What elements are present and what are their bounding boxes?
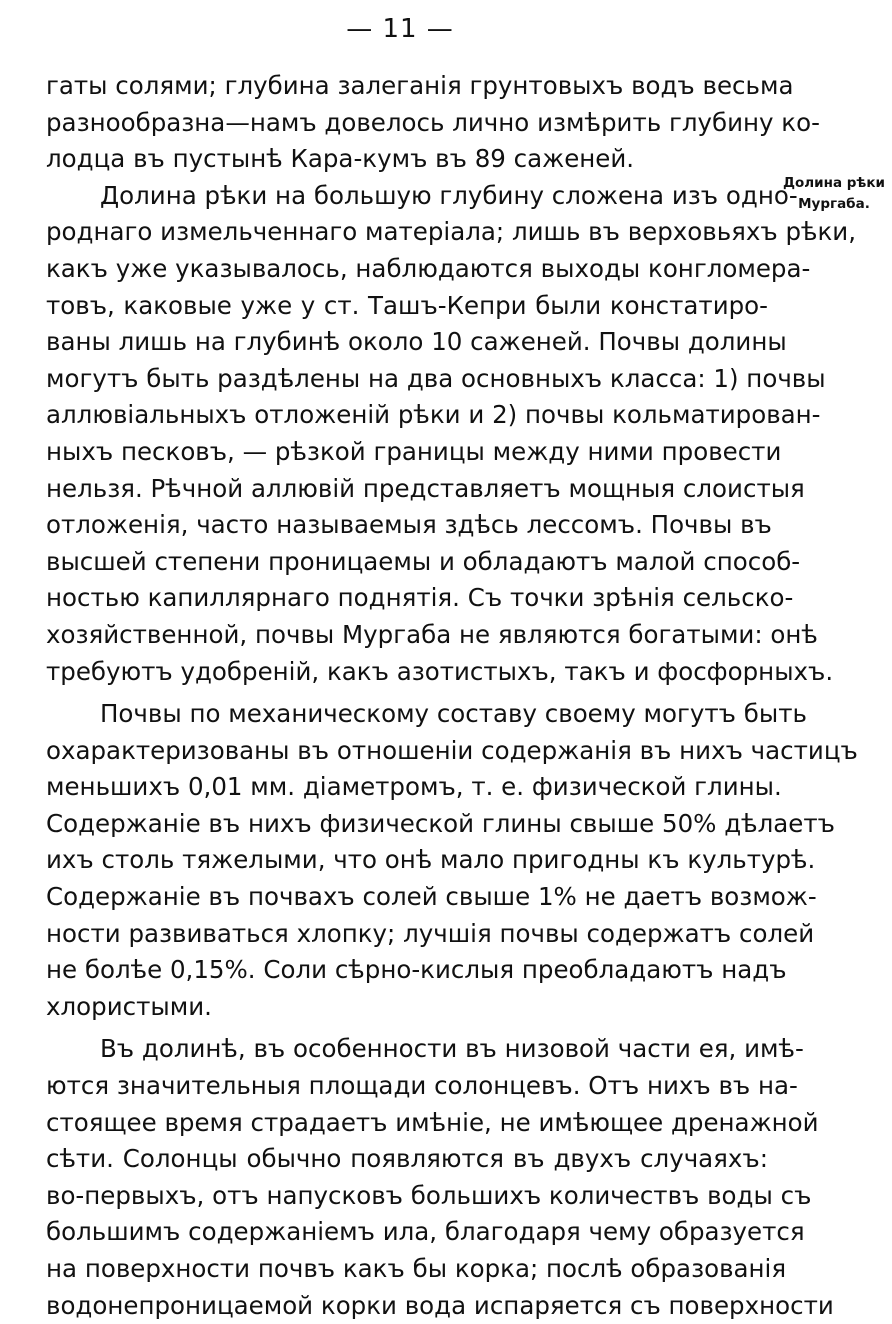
text-line: меньшихъ 0,01 мм. діаметромъ, т. е. физической глины. (46, 772, 782, 802)
text-line: высшей степени проницаемы и обладаютъ малой способ- (46, 546, 801, 576)
text-line: хлористыми. (46, 991, 212, 1021)
text-line: большимъ содержаніемъ ила, благодаря чему образуется (46, 1217, 805, 1247)
text-line: Почвы по механическому составу своему могутъ быть (100, 699, 807, 729)
text-line: Долина рѣки на большую глубину сложена изъ одно- (100, 180, 798, 210)
text-line: лодца въ пустынѣ Кара-кумъ въ 89 саженей. (46, 144, 635, 174)
text-line: Въ долинѣ, въ особенности въ низовой части ея, имѣ- (100, 1034, 804, 1064)
text-line: сѣти. Солонцы обычно появляются въ двухъ случаяхъ: (46, 1144, 768, 1174)
text-line: ваны лишь на глубинѣ около 10 саженей. Почвы долины (46, 327, 787, 357)
text-line: разнообразна—намъ довелось лично измѣрить глубину ко- (46, 107, 820, 137)
body-text (46, 68, 858, 1324)
margin-note-line: Мургаба. (798, 196, 870, 212)
text-line: какъ уже указывалось, наблюдаются выходы конгломера- (46, 253, 811, 283)
paragraph (46, 68, 820, 178)
text-line: стоящее время страдаетъ имѣніе, не имѣющее дренажной (46, 1107, 819, 1137)
text-line: Содержаніе въ почвахъ солей свыше 1% не даетъ возмож- (46, 882, 817, 912)
text-line: товъ, каковые уже у ст. Ташъ-Кепри были констатиро- (46, 290, 768, 320)
text-line: требуютъ удобреній, какъ азотистыхъ, такъ и фосфорныхъ. (46, 656, 834, 686)
text-line: Содержаніе въ нихъ физической глины свыше 50% дѣлаетъ (46, 808, 835, 838)
text-line: ностью капиллярнаго поднятія. Съ точки зрѣнія сельско- (46, 583, 794, 613)
text-line: на поверхности почвъ какъ бы корка; послѣ образованія (46, 1254, 787, 1283)
text-line: отложенія, часто называемыя здѣсь лессомъ. Почвы въ (46, 510, 772, 540)
text-line: могутъ быть раздѣлены на два основныхъ класса: 1) почвы (46, 363, 826, 393)
text-line: роднаго измельченнаго матеріала; лишь въ верховьяхъ рѣки, (46, 217, 856, 247)
text-line: аллювіальныхъ отложеній рѣки и 2) почвы кольматирован- (46, 400, 821, 430)
text-line: не болѣе 0,15%. Соли сѣрно-кислыя преобладаютъ надъ (46, 955, 787, 985)
text-line: во-первыхъ, отъ напусковъ большихъ количествъ воды съ (46, 1180, 812, 1210)
text-line: хозяйственной, почвы Мургаба не являются богатыми: онѣ (46, 619, 818, 649)
text-line: ности развиваться хлопку; лучшія почвы содержатъ солей (46, 918, 815, 948)
text-line: водонепроницаемой корки вода испаряется съ поверхности (46, 1290, 834, 1320)
text-line: гаты солями; глубина залеганія грунтовыхъ водъ весьма (46, 71, 794, 100)
paragraph (46, 178, 856, 690)
text-line: нельзя. Рѣчной аллювій представляетъ мощныя слоистыя (46, 473, 805, 503)
paragraph (46, 1031, 834, 1324)
text-line: охарактеризованы въ отношеніи содержанія въ нихъ частицъ (46, 735, 858, 765)
text-line: ныхъ песковъ, — рѣзкой границы между ними провести (46, 436, 782, 466)
margin-note-line: Долина рѣки (782, 175, 885, 191)
text-line: ихъ столь тяжелыми, что онѣ мало пригодны къ культурѣ. (46, 845, 816, 875)
text-line: ются значительныя площади солонцевъ. Отъ нихъ въ на- (46, 1071, 798, 1101)
paragraph (46, 696, 858, 1025)
page-number: — 11 — (346, 14, 454, 44)
